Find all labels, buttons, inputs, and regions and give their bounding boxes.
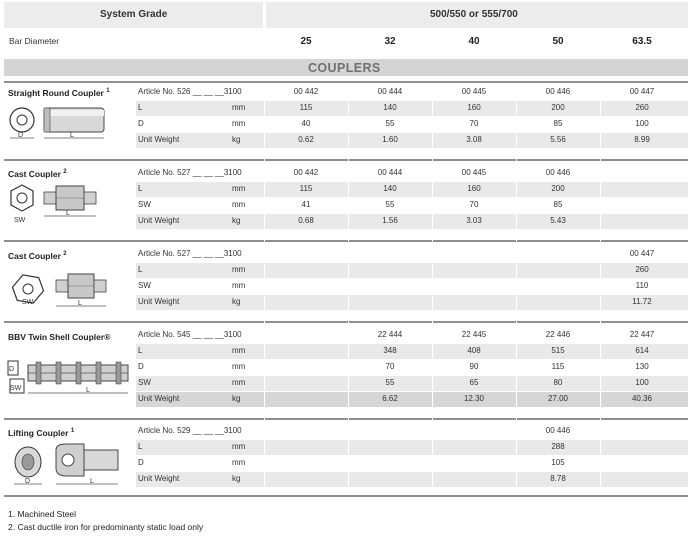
section-divider <box>4 418 688 420</box>
footnote-2: 2. Cast ductile iron for predominanty static load only <box>8 522 204 532</box>
table-row: Article No. 529 __ __ __3100 00 446 <box>138 426 571 435</box>
dim-sw: SW <box>22 299 34 306</box>
cast-coupler-drawing <box>8 182 124 226</box>
coupler-title: Cast Coupler $^2$ <box>8 251 67 261</box>
table-row: L mm 115 140 160 200 <box>136 182 688 197</box>
table-row: Article No. 545 __ __ __3100 22 444 22 445 22 446 22 447 <box>138 330 655 339</box>
coupler-title: BBV Twin Shell Coupler® <box>8 332 111 342</box>
diameter-50: 50 <box>552 36 564 47</box>
table-row: SW mm 41 55 70 85 <box>138 200 563 209</box>
table-row: SW mm 55 65 80 100 <box>136 376 688 391</box>
column-divider <box>600 85 601 493</box>
coupler-title: Cast Coupler $^2$ <box>8 169 67 179</box>
dim-l: L <box>70 132 74 139</box>
dim-d: D <box>18 132 24 139</box>
table-row: Article No. 527 __ __ __3100 00 442 00 444 00 445 00 446 <box>138 168 571 177</box>
dim-l: L <box>78 300 82 307</box>
footnote-1: 1. Machined Steel <box>8 509 77 519</box>
column-divider <box>516 85 517 493</box>
straight-round-coupler-drawing <box>8 104 124 144</box>
table-row: Unit Weight kg 0.62 1.60 3.08 5.56 8.99 <box>136 133 688 148</box>
dim-l: L <box>90 478 94 485</box>
diameter-40: 40 <box>468 36 480 47</box>
bar-diameter-label: Bar Diameter <box>9 36 60 46</box>
diameter-32: 32 <box>384 36 396 47</box>
table-row: Article No. 527 __ __ __3100 00 447 <box>138 249 655 258</box>
dim-sw: SW <box>10 385 22 392</box>
section-divider <box>4 159 688 161</box>
section-divider <box>4 240 688 242</box>
bbv-twin-shell-coupler-drawing <box>6 357 134 399</box>
diameter-63-5: 63.5 <box>632 36 652 47</box>
table-row: Unit Weight kg 6.62 12.30 27.00 40.36 <box>136 392 688 407</box>
diameter-25: 25 <box>300 36 312 47</box>
table-row: D mm 40 55 70 85 100 <box>138 119 649 128</box>
section-divider <box>4 495 688 497</box>
table-row: Unit Weight kg 8.78 <box>136 472 688 487</box>
table-row: L mm 288 <box>136 440 688 455</box>
dim-d: D <box>9 366 15 373</box>
system-grade-label: System Grade <box>100 9 168 20</box>
dim-d: D <box>25 478 31 485</box>
coupler-title: Lifting Coupler $^1$ <box>8 428 75 438</box>
section-divider <box>4 81 688 83</box>
table-row: D mm 105 <box>138 458 565 467</box>
table-row: Article No. 526 __ __ __3100 00 442 00 444 00 445 00 446 00 447 <box>138 87 655 96</box>
dim-sw: SW <box>14 217 26 224</box>
section-title: COUPLERS <box>308 61 381 75</box>
section-divider <box>4 321 688 323</box>
table-row: L mm 260 <box>136 263 688 278</box>
table-row: Unit Weight kg 11.72 <box>136 295 688 310</box>
table-row: Unit Weight kg 0.68 1.56 3.03 5.43 <box>136 214 688 229</box>
bar-diameter-row <box>4 31 688 53</box>
table-row: L mm 348 408 515 614 <box>136 344 688 359</box>
dim-l: L <box>66 210 70 217</box>
column-divider <box>432 85 433 493</box>
dim-l: L <box>86 387 90 394</box>
cast-coupler-large-drawing <box>8 264 124 314</box>
system-grade-value: 500/550 or 555/700 <box>430 9 518 20</box>
table-row: SW mm 110 <box>138 281 649 290</box>
coupler-title: Straight Round Coupler $^1$ <box>8 88 110 98</box>
lifting-coupler-drawing <box>8 440 124 492</box>
column-divider <box>348 85 349 493</box>
table-row: D mm 70 90 115 130 <box>138 362 649 371</box>
column-divider <box>264 85 265 493</box>
table-row: L mm 115 140 160 200 260 <box>136 101 688 116</box>
